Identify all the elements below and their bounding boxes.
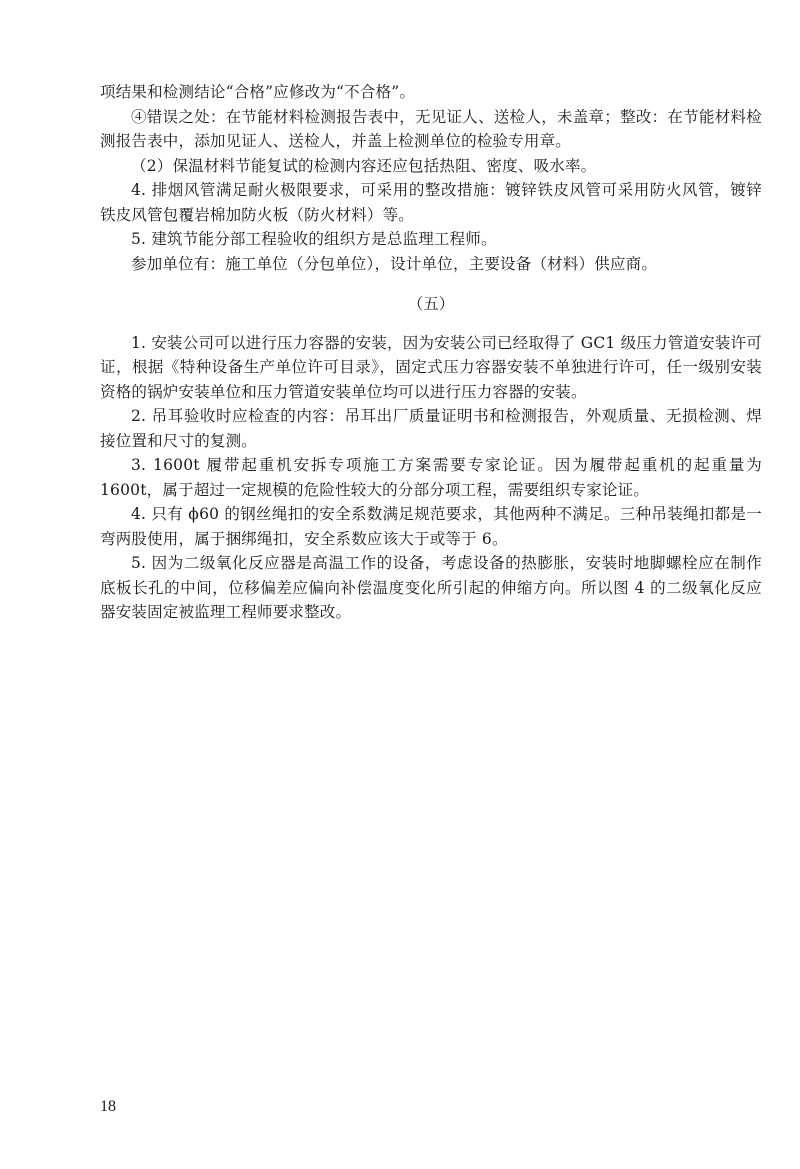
paragraph: （2）保温材料节能复试的检测内容还应包括热阻、密度、吸水率。 (131, 156, 597, 175)
answers-part-four-tail (100, 80, 762, 276)
page-number: 18 (100, 1098, 116, 1115)
paragraph: 4. 排烟风管满足耐火极限要求，可采用的整改措施：镀锌铁皮风管可采用防火风管，镀锌铁皮风管包覆岩棉加防火板（防火材料）等。 (100, 181, 762, 224)
paragraph: 5. 因为二级氧化反应器是高温工作的设备，考虑设备的热膨胀，安装时地脚螺栓应在制作底板长孔的中间，位移偏差应偏向补偿温度变化所引起的伸缩方向。所以图 4 的二级氧化反应器安装固定被监理工程师要求整改。 (100, 554, 762, 621)
page-content (100, 80, 762, 625)
paragraph: 项结果和检测结论“合格”应修改为“不合格”。 (100, 83, 416, 101)
paragraph: 2. 吊耳验收时应检查的内容：吊耳出厂质量证明书和检测报告，外观质量、无损检测、焊接位置和尺寸的复测。 (100, 407, 762, 450)
paragraph: 1. 安装公司可以进行压力容器的安装，因为安装公司已经取得了 GC1 级压力管道安装许可证，根据《特种设备生产单位许可目录》，固定式压力容器安装不单独进行许可，任一级别安装资格的锅炉安装单位和压力管道安装单位均可以进行压力容器的安装。 (100, 333, 762, 401)
paragraph: ④错误之处：在节能材料检测报告表中，无见证人、送检人，未盖章；整改：在节能材料检测报告表中，添加见证人、送检人，并盖上检测单位的检验专用章。 (100, 107, 762, 150)
paragraph: 参加单位有：施工单位（分包单位），设计单位，主要设备（材料）供应商。 (131, 254, 658, 273)
section-title: （五） (407, 295, 455, 313)
answers-part-five (100, 331, 762, 625)
paragraph: 4. 只有 ϕ60 的钢丝绳扣的安全系数满足规范要求，其他两种不满足。三种吊装绳扣都是一弯两股使用，属于捆绑绳扣，安全系数应该大于或等于 6。 (100, 505, 762, 548)
paragraph: 5. 建筑节能分部工程验收的组织方是总监理工程师。 (131, 230, 497, 248)
paragraph: 3. 1600t 履带起重机安拆专项施工方案需要专家论证。因为履带起重机的起重量为1600t，属于超过一定规模的危险性较大的分部分项工程，需要组织专家论证。 (100, 456, 762, 499)
